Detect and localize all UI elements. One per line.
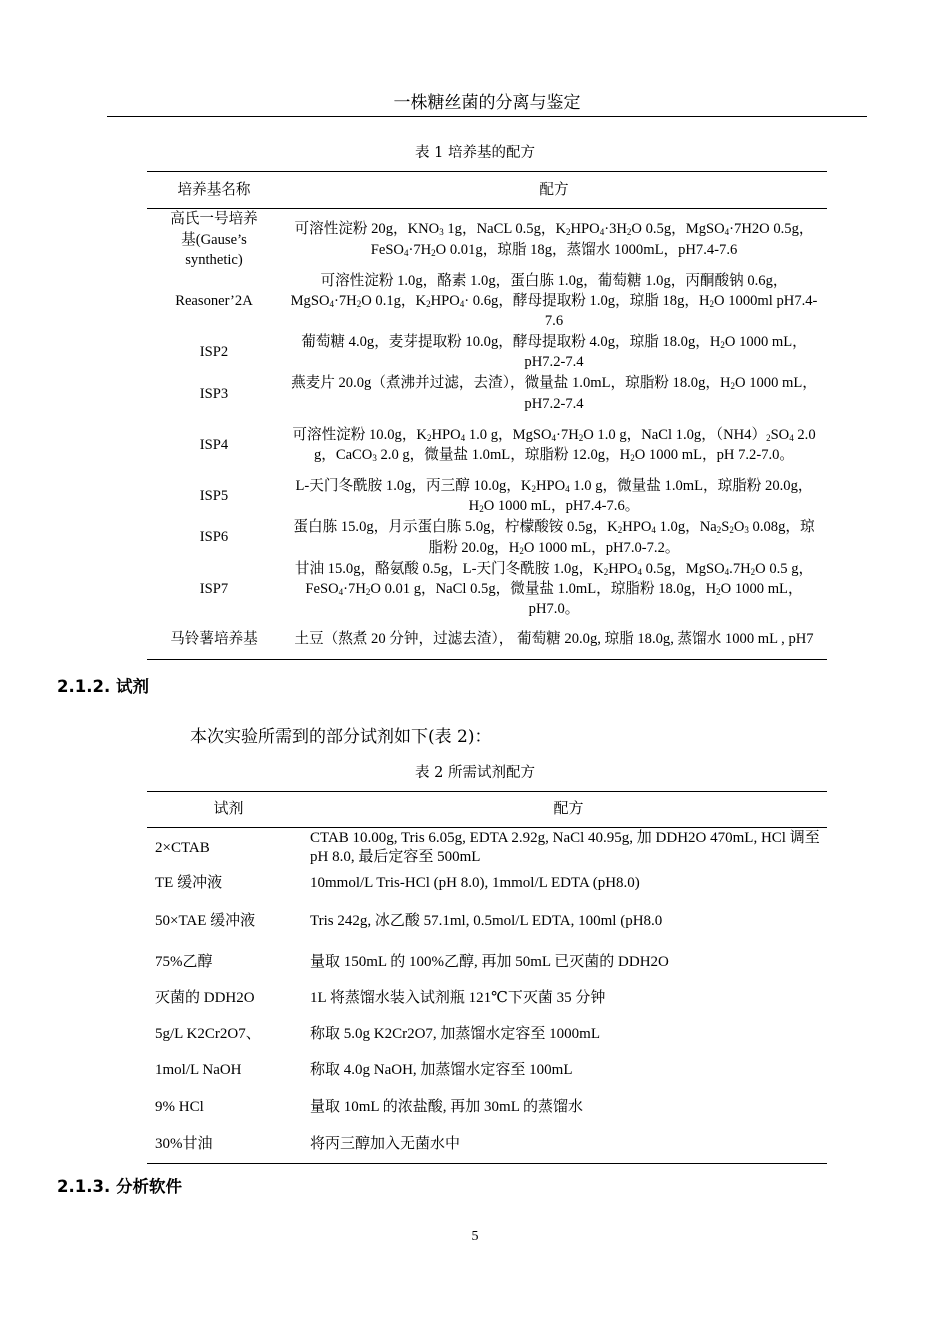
recipe-text: HPO <box>430 292 460 309</box>
reagent-name-cell: TE 缓冲液 <box>155 875 223 891</box>
reagent-recipe-cell: CTAB 10.00g, Tris 6.05g, EDTA 2.92g, NaCl 40.95g, 加 DDH2O 470mL, HCl 调至 pH 8.0, 最后定容至 500mL <box>310 830 820 866</box>
reagent-recipe-cell: 称取 5.0g K2Cr2O7, 加蒸馏水定容至 1000mL <box>310 1026 600 1042</box>
table-row <box>147 271 827 332</box>
recipe-text: S <box>721 519 730 536</box>
table-row <box>147 1089 827 1126</box>
medium-name-line: ISP6 <box>199 529 229 546</box>
recipe-subscript: 2 <box>716 525 722 536</box>
recipe-subscript: 4 <box>599 227 605 238</box>
recipe-text: O 1000 mL，pH7.0。 <box>528 580 803 618</box>
table-row <box>147 945 827 981</box>
table-row <box>147 869 827 899</box>
recipe-text: 1.0 g，微量盐 1.0mL，琼脂粉 20.0g，H <box>468 477 813 515</box>
table-row <box>147 1126 827 1164</box>
recipe-subscript: 4 <box>338 586 344 597</box>
recipe-text: O 1000 mL，pH7.0-7.2。 <box>523 539 680 556</box>
recipe-subscript: 2 <box>630 452 635 463</box>
recipe-subscript: 2 <box>626 227 632 238</box>
recipe-text: HPO <box>570 221 600 238</box>
recipe-text: 甘油 15.0g，酪氨酸 0.5g，L-天门冬酰胺 1.0g，K <box>294 560 604 577</box>
recipe-cell <box>281 559 827 620</box>
recipe-subscript: 4 <box>551 432 557 443</box>
reagent-recipe-cell: 1L 将蒸馏水装入试剂瓶 121℃下灭菌 35 分钟 <box>310 990 606 1006</box>
reagent-recipe-cell: Tris 242g, 冰乙酸 57.1ml, 0.5mol/L EDTA, 100ml (pH8.0 <box>310 913 663 929</box>
recipe-text: ·7H <box>408 241 432 258</box>
medium-name-cell <box>147 331 281 373</box>
recipe-text: 蛋白胨 15.0g，月示蛋白胨 5.0g，柠檬酸铵 0.5g，K <box>293 519 618 536</box>
medium-name-cell <box>147 476 281 517</box>
recipe-text: O 0.01 g，NaCl 0.5g，微量盐 1.0mL，琼脂粉 18.0g，H <box>370 580 717 597</box>
recipe-subscript: 2 <box>730 381 736 392</box>
recipe-text: O <box>733 519 745 536</box>
recipe-text: 2.0 g，CaCO <box>313 426 816 463</box>
medium-name-cell <box>147 209 281 271</box>
medium-name-line: Reasoner’2A <box>175 292 253 309</box>
reagent-name-cell: 灭菌的 DDH2O <box>155 990 255 1006</box>
recipe-subscript: 4 <box>459 298 465 309</box>
recipe-subscript: 4 <box>329 298 334 309</box>
table-row <box>147 476 827 517</box>
recipe-subscript: 2 <box>426 432 432 443</box>
recipe-subscript: 2 <box>603 566 609 577</box>
reagent-recipe-cell: 称取 4.0g NaOH, 加蒸馏水定容至 100mL <box>310 1062 573 1078</box>
recipe-cell <box>281 271 827 332</box>
medium-name-line: ISP5 <box>199 488 229 505</box>
recipe-subscript: 2 <box>720 340 725 351</box>
recipe-text: O 1000ml pH7.4-7.6 <box>544 292 818 330</box>
table2-caption: 表 2 所需试剂配方 <box>415 765 535 781</box>
recipe-text: O 1000 mL，pH7.2-7.4 <box>524 334 807 371</box>
medium-name-cell <box>147 517 281 559</box>
medium-name-line: ISP4 <box>199 436 229 453</box>
recipe-text: 葡萄糖 4.0g，麦芽提取粉 10.0g，酵母提取粉 4.0g，琼脂 18.0g，H <box>301 334 721 351</box>
recipe-subscript: 4 <box>403 247 409 258</box>
recipe-subscript: 4 <box>724 227 730 238</box>
recipe-subscript: 2 <box>578 432 584 443</box>
recipe-text: O 1000 mL，pH 7.2-7.0。 <box>634 446 795 463</box>
recipe-subscript: 3 <box>372 452 377 463</box>
recipe-text: 1.0g，Na <box>655 519 717 536</box>
reagent-name-cell: 1mol/L NaOH <box>155 1062 242 1078</box>
table-row <box>147 899 827 945</box>
reagents-intro-paragraph: 本次实验所需到的部分试剂如下(表 2)： <box>190 727 492 747</box>
recipe-subscript: 2 <box>716 586 721 597</box>
recipe-text: L-天门冬酰胺 1.0g，丙三醇 10.0g，K <box>295 477 532 494</box>
recipe-subscript: 2 <box>479 504 484 515</box>
recipe-subscript: 4 <box>460 432 466 443</box>
recipe-text: O 0.5g，MgSO <box>631 221 725 238</box>
recipe-subscript: 2 <box>519 545 524 556</box>
table-row <box>147 1053 827 1089</box>
reagent-name-cell: 50×TAE 缓冲液 <box>155 913 256 929</box>
reagent-recipe-cell: 量取 150mL 的 100%乙醇, 再加 50mL 已灭菌的 DDH2O <box>310 954 669 970</box>
table-row <box>147 981 827 1017</box>
column-header-medium-name: 培养基名称 <box>147 172 281 209</box>
recipe-subscript: 4 <box>789 432 794 443</box>
recipe-subscript: 4 <box>724 566 730 577</box>
medium-name-line: 基(Gause’s <box>181 231 247 248</box>
medium-name-line: ISP3 <box>199 385 229 402</box>
table-row <box>147 414 827 476</box>
reagent-table <box>147 791 827 1164</box>
medium-name-cell <box>147 559 281 620</box>
recipe-text: 可溶性淀粉 1.0g，酪素 1.0g，蛋白胨 1.0g，葡萄糖 1.0g，丙酮酸钠 0.6g，MgSO <box>290 272 788 309</box>
reagent-recipe-cell: 量取 10mL 的浓盐酸, 再加 30mL 的蒸馏水 <box>310 1098 584 1115</box>
table-row <box>147 517 827 559</box>
medium-name-line: 高氏一号培养 <box>170 211 258 228</box>
recipe-subscript: 2 <box>365 586 371 597</box>
medium-name-cell <box>147 271 281 332</box>
recipe-text: ·7H <box>334 292 357 309</box>
recipe-subscript: 4 <box>637 566 642 577</box>
medium-name-line: ISP2 <box>199 344 229 361</box>
reagent-name-cell: 9% HCl <box>155 1098 204 1115</box>
recipe-text: O 0.5 g，FeSO <box>305 560 814 597</box>
recipe-cell <box>281 476 827 517</box>
recipe-text: 1.0 g，MgSO <box>465 426 552 443</box>
medium-name-line: 马铃薯培养基 <box>170 631 258 648</box>
recipe-text: O 0.1g，K <box>361 292 427 309</box>
recipe-text: 0.08g，琼脂粉 20.0g，H <box>428 519 815 556</box>
reagent-name-cell: 75%乙醇 <box>155 954 213 970</box>
recipe-text: HPO <box>608 560 638 577</box>
table-row <box>147 559 827 620</box>
recipe-text: O 1000 mL，pH7.2-7.4 <box>524 375 817 412</box>
reagent-recipe-cell: 10mmol/L Tris-HCl (pH 8.0), 1mmol/L EDTA (pH8.0) <box>310 875 640 891</box>
recipe-text: 土豆（熬煮 20 分钟，过滤去渣）， 葡萄糖 20.0g, 琼脂 18.0g, 蒸馏水 1000 mL , pH7 <box>294 631 814 648</box>
table-header-row <box>147 172 827 209</box>
recipe-text: HPO <box>431 426 461 443</box>
recipe-text: 1g，NaCL 0.5g，K <box>443 221 567 238</box>
section-heading-software: 2.1.3. 分析软件 <box>57 1177 182 1196</box>
column-header-reagent: 试剂 <box>147 792 310 828</box>
recipe-text: · 0.6g，酵母提取粉 1.0g，琼脂 18g，H <box>464 292 710 309</box>
recipe-subscript: 2 <box>750 566 756 577</box>
recipe-cell <box>281 517 827 559</box>
recipe-subscript: 2 <box>426 298 431 309</box>
recipe-cell <box>281 619 827 659</box>
recipe-text: 燕麦片 20.0g（煮沸并过滤，去渣），微量盐 1.0mL，琼脂粉 18.0g，H <box>291 375 731 392</box>
table-row <box>147 373 827 414</box>
reagent-recipe-cell: 将丙三醇加入无菌水中 <box>310 1126 827 1164</box>
section-heading-reagents: 2.1.2. 试剂 <box>57 677 149 696</box>
page-header <box>107 92 867 117</box>
table-row <box>147 619 827 659</box>
recipe-text: 0.5g，MgSO <box>641 560 725 577</box>
recipe-subscript: 2 <box>566 227 571 238</box>
recipe-cell <box>281 209 827 271</box>
recipe-cell <box>281 373 827 414</box>
recipe-cell <box>281 414 827 476</box>
medium-name-cell <box>147 373 281 414</box>
reagent-name-cell: 2×CTAB <box>155 839 210 856</box>
recipe-text: .7H <box>729 560 751 577</box>
reagent-name-cell: 30%甘油 <box>147 1126 310 1164</box>
recipe-subscript: 3 <box>439 227 444 238</box>
recipe-subscript: 2 <box>766 432 771 443</box>
recipe-subscript: 2 <box>729 525 734 536</box>
medium-name-line: synthetic) <box>185 251 243 268</box>
recipe-cell <box>281 331 827 373</box>
column-header-recipe: 配方 <box>310 792 827 828</box>
recipe-text: O 0.01g，琼脂 18g，蒸馏水 1000mL，pH7.4-7.6 <box>435 241 738 258</box>
recipe-subscript: 2 <box>431 247 436 258</box>
table1-caption: 表 1 培养基的配方 <box>415 145 535 161</box>
table-header-row <box>147 792 827 828</box>
recipe-subscript: 2 <box>617 525 623 536</box>
recipe-subscript: 4 <box>651 525 656 536</box>
recipe-text: ·7H <box>556 426 579 443</box>
recipe-text: ·3H <box>604 221 627 238</box>
recipe-text: 可溶性淀粉 20g，KNO <box>294 221 440 238</box>
table-row <box>147 331 827 373</box>
recipe-text: ·7H2O 0.5g，FeSO <box>370 221 814 258</box>
table-row <box>147 1017 827 1053</box>
recipe-subscript: 3 <box>744 525 749 536</box>
recipe-text: O 1.0 g，NaCl 1.0g，（NH4） <box>583 426 767 443</box>
medium-name-line: ISP7 <box>199 580 229 597</box>
medium-table <box>147 171 827 660</box>
column-header-recipe: 配方 <box>281 172 827 209</box>
recipe-subscript: 2 <box>531 483 536 494</box>
recipe-text: 2.0 g，微量盐 1.0mL，琼脂粉 12.0g，H <box>376 446 631 463</box>
table-row <box>147 828 827 869</box>
table-row <box>147 209 827 271</box>
recipe-text: HPO <box>535 477 566 494</box>
medium-name-cell <box>147 619 281 659</box>
recipe-text: O 1000 mL，pH7.4-7.6。 <box>483 498 640 515</box>
page-number: 5 <box>471 1229 479 1244</box>
recipe-subscript: 2 <box>709 298 715 309</box>
recipe-text: 可溶性淀粉 10.0g，K <box>292 426 427 443</box>
medium-name-cell <box>147 414 281 476</box>
header-title: 一株糖丝菌的分离与鉴定 <box>393 93 581 113</box>
recipe-subscript: 2 <box>356 298 362 309</box>
recipe-text: HPO <box>622 519 652 536</box>
recipe-text: ·7H <box>343 580 366 597</box>
recipe-text: SO <box>770 426 790 443</box>
recipe-subscript: 4 <box>565 483 570 494</box>
reagent-name-cell: 5g/L K2Cr2O7、 <box>155 1026 261 1042</box>
